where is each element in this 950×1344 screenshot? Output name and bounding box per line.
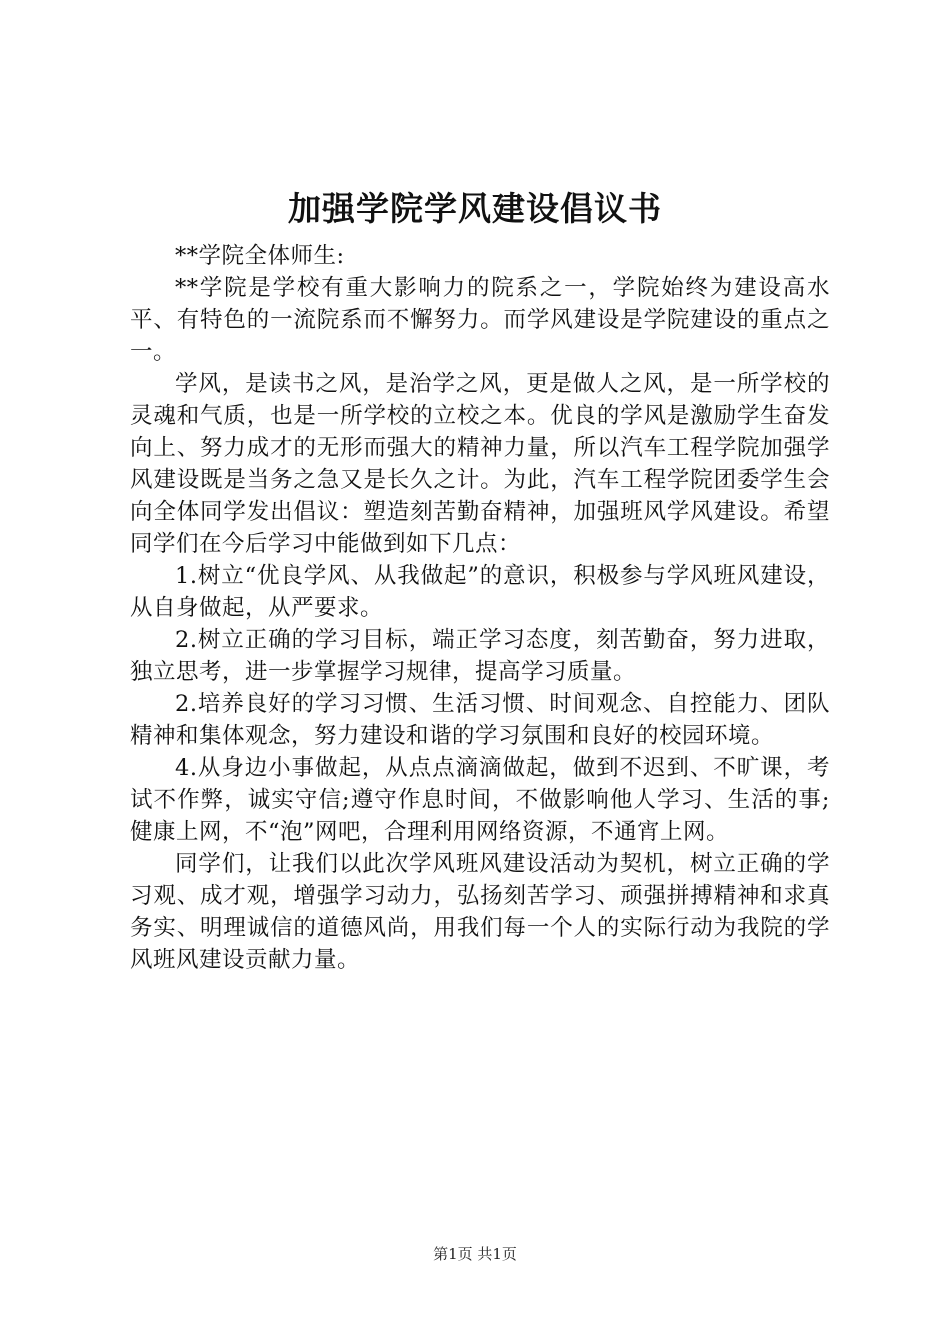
list-item-4: 4.从身边小事做起，从点点滴滴做起，做到不迟到、不旷课，考试不作弊，诚实守信;遵守作息时间，不做影响他人学习、生活的事;健康上网，不“泡”网吧，合理利用网络资源，不通宵上网。	[130, 755, 830, 845]
salutation: **学院全体师生:	[175, 243, 345, 269]
paragraph-closing: 同学们，让我们以此次学风班风建设活动为契机，树立正确的学习观、成才观，增强学习动力，弘扬刻苦学习、顽强拼搏精神和求真务实、明理诚信的道德风尚，用我们每一个人的实际行动为我院的学风班风建设贡献力量。	[130, 851, 830, 973]
paragraph-study-style: 学风，是读书之风，是治学之风，更是做人之风，是一所学校的灵魂和气质，也是一所学校的立校之本。优良的学风是激励学生奋发向上、努力成才的无形而强大的精神力量，所以汽车工程学院加强学风建设既是当务之急又是长久之计。为此，汽车工程学院团委学生会向全体同学发出倡议：塑造刻苦勤奋精神，加强班风学风建设。希望同学们在今后学习中能做到如下几点：	[130, 371, 830, 557]
list-item-3: 2.培养良好的学习习惯、生活习惯、时间观念、自控能力、团队精神和集体观念，努力建设和谐的学习氛围和良好的校园环境。	[130, 691, 830, 749]
document-title: 加强学院学风建设倡议书	[288, 189, 662, 228]
paragraph-intro: **学院是学校有重大影响力的院系之一，学院始终为建设高水平、有特色的一流院系而不懈努力。而学风建设是学院建设的重点之一。	[130, 275, 830, 365]
document-body	[130, 240, 830, 976]
list-item-2: 2.树立正确的学习目标，端正学习态度，刻苦勤奋，努力进取，独立思考，进一步掌握学习规律，提高学习质量。	[130, 627, 830, 685]
list-item-1: 1.树立“优良学风、从我做起”的意识，积极参与学风班风建设，从自身做起，从严要求。	[130, 563, 830, 621]
page-footer: 第1页 共1页	[433, 1245, 517, 1263]
